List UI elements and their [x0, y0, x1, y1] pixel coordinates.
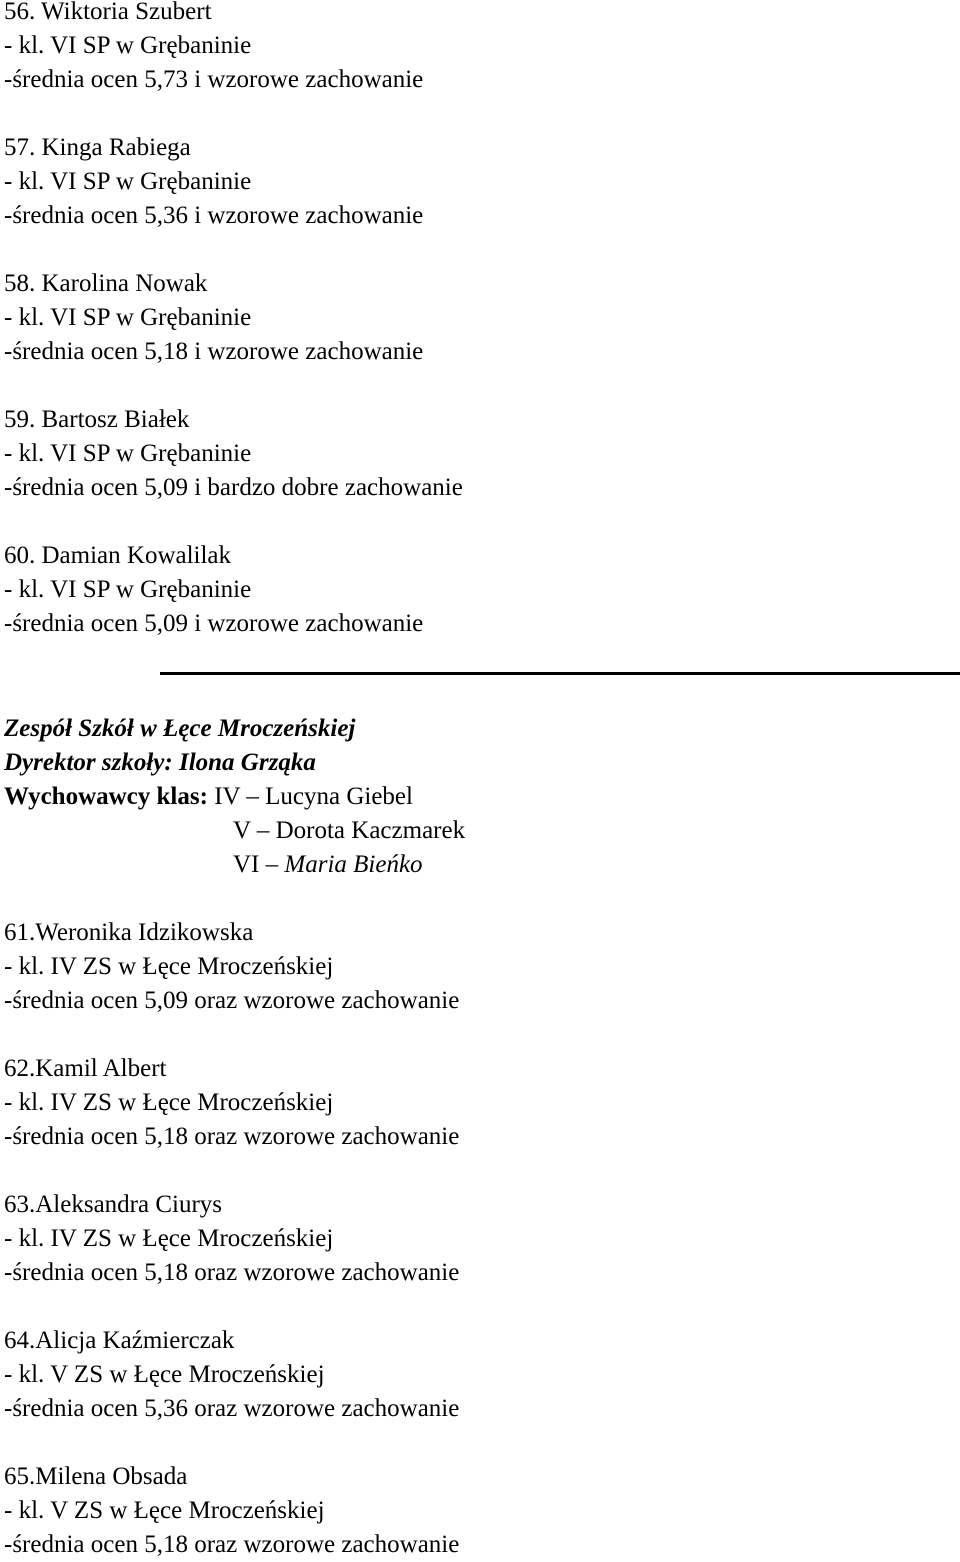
- student-name: 60. Damian Kowalilak: [4, 542, 232, 569]
- student-average: -średnia ocen 5,18 i wzorowe zachowanie: [4, 338, 424, 365]
- student-entry-57: [4, 131, 960, 233]
- student-name: 62.Kamil Albert: [4, 1055, 167, 1082]
- student-name: 58. Karolina Nowak: [4, 270, 208, 297]
- school-director: Dyrektor szkoły: Ilona Grząka: [4, 749, 316, 776]
- student-class: - kl. VI SP w Grębaninie: [4, 440, 252, 467]
- spacer: [4, 882, 960, 916]
- student-class: - kl. VI SP w Grębaninie: [4, 304, 252, 331]
- school-title: Zespół Szkół w Łęce Mroczeńskiej: [4, 715, 356, 742]
- student-entry-62: [4, 1052, 960, 1154]
- spacer: [4, 1426, 960, 1460]
- student-class: - kl. VI SP w Grębaninie: [4, 576, 252, 603]
- spacer: [4, 97, 960, 131]
- spacer: [4, 505, 960, 539]
- spacer: [4, 1018, 960, 1052]
- student-average: -średnia ocen 5,09 oraz wzorowe zachowanie: [4, 987, 460, 1014]
- student-entry-61: [4, 916, 960, 1018]
- spacer: [4, 641, 960, 675]
- student-average: -średnia ocen 5,18 oraz wzorowe zachowanie: [4, 1123, 460, 1150]
- section-divider-line: [160, 672, 960, 675]
- teachers-row: [4, 780, 960, 814]
- teacher-class-vi-name: – Maria Bieńko: [265, 851, 423, 878]
- spacer: [4, 675, 960, 712]
- student-class: - kl. VI SP w Grębaninie: [4, 32, 252, 59]
- student-entry-64: [4, 1324, 960, 1426]
- spacer: [4, 1290, 960, 1324]
- spacer: [4, 369, 960, 403]
- student-entry-65: [4, 1460, 960, 1562]
- teacher-class-vi-row: [4, 848, 960, 882]
- student-entry-56: [4, 0, 960, 97]
- spacer: [4, 233, 960, 267]
- teacher-class-vi: VI: [233, 851, 260, 878]
- student-name: 63.Aleksandra Ciurys: [4, 1191, 223, 1218]
- student-name: 57. Kinga Rabiega: [4, 134, 191, 161]
- student-average: -średnia ocen 5,36 oraz wzorowe zachowanie: [4, 1395, 460, 1422]
- student-average: -średnia ocen 5,36 i wzorowe zachowanie: [4, 202, 424, 229]
- student-average: -średnia ocen 5,18 oraz wzorowe zachowanie: [4, 1259, 460, 1286]
- student-class: - kl. IV ZS w Łęce Mroczeńskiej: [4, 1225, 334, 1252]
- student-name: 65.Milena Obsada: [4, 1463, 188, 1490]
- student-class: - kl. V ZS w Łęce Mroczeńskiej: [4, 1497, 325, 1524]
- student-name: 61.Weronika Idzikowska: [4, 919, 254, 946]
- student-entry-58: [4, 267, 960, 369]
- teacher-class-v: V – Dorota Kaczmarek: [233, 817, 466, 844]
- student-class: - kl. VI SP w Grębaninie: [4, 168, 252, 195]
- document-page: [4, 0, 960, 1562]
- student-class: - kl. IV ZS w Łęce Mroczeńskiej: [4, 1089, 334, 1116]
- student-entry-60: [4, 539, 960, 641]
- student-class: - kl. IV ZS w Łęce Mroczeńskiej: [4, 953, 334, 980]
- student-entry-59: [4, 403, 960, 505]
- student-average: -średnia ocen 5,09 i wzorowe zachowanie: [4, 610, 424, 637]
- student-name: 56. Wiktoria Szubert: [4, 0, 212, 25]
- student-average: -średnia ocen 5,73 i wzorowe zachowanie: [4, 66, 424, 93]
- school-header: [4, 712, 960, 882]
- student-name: 64.Alicja Kaźmierczak: [4, 1327, 235, 1354]
- student-name: 59. Bartosz Białek: [4, 406, 190, 433]
- student-average: -średnia ocen 5,18 oraz wzorowe zachowanie: [4, 1531, 460, 1558]
- student-class: - kl. V ZS w Łęce Mroczeńskiej: [4, 1361, 325, 1388]
- teacher-class-iv: IV – Lucyna Giebel: [214, 783, 413, 810]
- teachers-label: Wychowawcy klas:: [4, 783, 208, 810]
- spacer: [4, 1154, 960, 1188]
- student-average: -średnia ocen 5,09 i bardzo dobre zachowanie: [4, 474, 463, 501]
- student-entry-63: [4, 1188, 960, 1290]
